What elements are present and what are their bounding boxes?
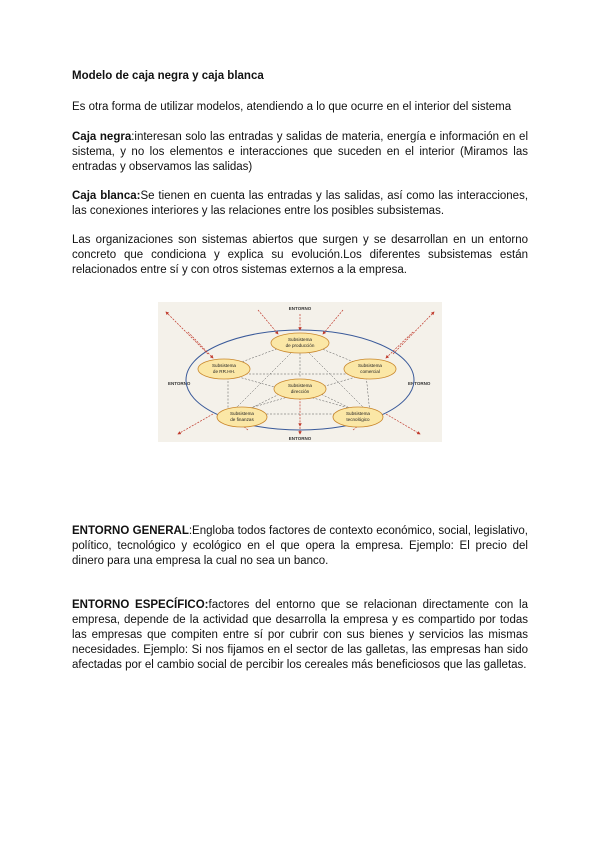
subsystems-diagram <box>158 302 442 442</box>
white-box-text: Se tienen en cuenta las entradas y las salidas, así como las interacciones, las conexiones interiores y las relaciones entre los posibles subsistemas. <box>72 190 529 217</box>
node-direccion-line2: dirección <box>290 389 310 394</box>
general-environment-text: :Engloba todos factores de contexto económico, social, legislativo, político, tecnológico y ecológico en el que opera la empresa. Ejemplo: El precio del dinero para una empresa la cual no sea un banco. <box>72 525 528 567</box>
entorno-top-label: ENTORNO <box>288 306 312 311</box>
node-comercial-line2: comercial <box>360 369 380 374</box>
specific-environment-paragraph <box>72 598 528 673</box>
node-tecnologico-line1: Subsistema <box>345 411 371 416</box>
node-produccion-line1: Subsistema <box>287 337 313 342</box>
node-comercial-line1: Subsistema <box>357 363 383 368</box>
white-box-term: Caja blanca: <box>72 190 141 202</box>
node-rrhh-line2: de RR.HH. <box>212 369 236 374</box>
entorno-right-label: ENTORNO <box>408 381 431 386</box>
node-finanzas <box>217 407 267 427</box>
node-tecnologico <box>333 407 383 427</box>
node-tecnologico-line2: tecnológico <box>346 417 370 422</box>
node-produccion <box>271 333 329 353</box>
node-rrhh <box>198 359 250 379</box>
black-box-text: :interesan solo las entradas y salidas de materia, energía e información en el sistema, y no los elementos e interacciones que suceden en el interior (Miramos las entradas y observamos las salidas) <box>72 131 528 173</box>
black-box-term: Caja negra <box>72 131 132 143</box>
specific-environment-term: ENTORNO ESPECÍFICO: <box>72 599 209 611</box>
node-rrhh-line1: Subsistema <box>211 363 237 368</box>
entorno-bottom-label: ENTORNO <box>288 436 312 441</box>
entorno-left-label: ENTORNO <box>168 381 191 386</box>
node-produccion-line2: de producción <box>285 343 315 348</box>
general-environment-term: ENTORNO GENERAL <box>72 525 189 537</box>
node-finanzas-line2: de finanzas <box>230 417 254 422</box>
white-box-paragraph <box>72 189 528 219</box>
organizations-paragraph: Las organizaciones son sistemas abiertos que surgen y se desarrollan en un entorno concreto que condiciona y explica su evolución.Los diferentes subsistemas están relacionados entre sí y con otros sistemas externos a la empresa. <box>72 234 528 276</box>
node-finanzas-line1: Subsistema <box>229 411 255 416</box>
document-title: Modelo de caja negra y caja blanca <box>72 70 264 82</box>
black-box-paragraph <box>72 130 528 175</box>
node-direccion <box>274 379 326 399</box>
specific-environment-text: factores del entorno que se relacionan directamente con la empresa, depende de la actividad que desarrolla la empresa y es compartido por todas las empresas que compiten entre sí por cubrir con sus bienes y servicios las mismas necesidades. Ejemplo: Si nos fijamos en el sector de las galletas, las empresas han sido afectadas por el cambio social de percibir los cereales más beneficiosos que las galletas. <box>72 599 529 671</box>
node-direccion-line1: Subsistema <box>287 383 313 388</box>
general-environment-paragraph <box>72 524 528 569</box>
intro-paragraph: Es otra forma de utilizar modelos, atendiendo a lo que ocurre en el interior del sistema <box>72 101 512 113</box>
subsystems-diagram-svg <box>158 302 442 442</box>
node-comercial <box>344 359 396 379</box>
